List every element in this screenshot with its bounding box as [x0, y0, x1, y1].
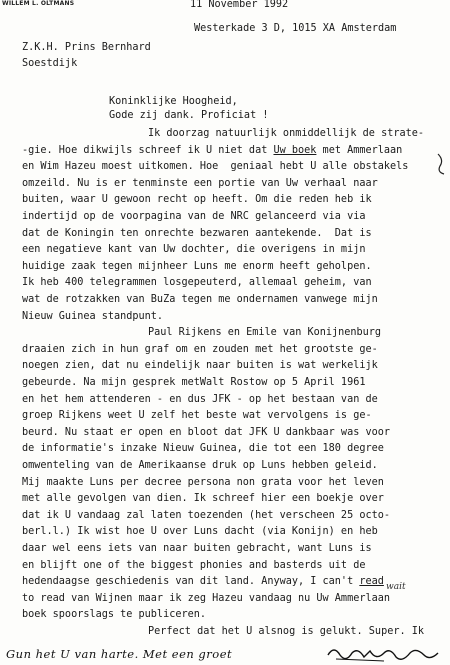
sender-address: Westerkade 3 D, 1015 XA Amsterdam: [194, 23, 397, 34]
body-line: met alle gevolgen van dien. Ik schreef hier een boekje over: [22, 493, 384, 504]
body-line: -gie. Hoe dikwijls schreef ik U niet dat Uw boek met Ammerlaan: [22, 145, 403, 156]
letter-date: 11 November 1992: [190, 0, 289, 10]
body-line: beurd. Nu staat er open en bloot dat JFK U dankbaar was voor: [22, 427, 391, 438]
recipient-place: Soestdijk: [22, 58, 78, 69]
margin-mark: [436, 152, 448, 176]
body-line: de informatie's inzake Nieuw Guinea, die tot een 180 degree: [22, 443, 384, 454]
body-line: dat de Koningin ten onrechte bezwaren aantekende. Dat is: [22, 228, 372, 239]
recipient-name: Z.K.H. Prins Bernhard: [22, 42, 151, 53]
closing-handwriting-text: Gun het U van harte. Met een groet: [6, 647, 233, 661]
body-line: gebeurde. Na mijn gesprek metWalt Rostow op 5 April 1961: [22, 377, 366, 388]
body-line: draaien zich in hun graf om en zouden met het grootste ge-: [22, 344, 378, 355]
body-line: en blijft one of the biggest phonies and basterds uit de: [22, 560, 366, 571]
body-line: daar wel eens iets van naar buiten gebracht, want Luns is: [22, 543, 372, 554]
letterhead: WILLEM L. OLTMANS: [2, 0, 75, 7]
signature-scribble: [324, 645, 450, 665]
body-line: dat ik U vandaag zal laten toezenden (het verscheen 25 octo-: [22, 510, 391, 521]
body-line: wat de rotzakken van BuZa tegen me ondernamen vanwege mijn: [22, 294, 378, 305]
underlined-text: read: [359, 576, 384, 587]
body-line: en Wim Hazeu moest uitkomen. Hoe geniaal hebt U alle obstakels: [22, 161, 409, 172]
body-line: hedendaagse geschiedenis van dit land. Anyway, I can't read: [22, 576, 384, 587]
body-line: Ik heb 400 telegrammen losgepeuterd, allemaal geheim, van: [22, 277, 372, 288]
body-line: noegen zien, dat nu eindelijk naar buiten is wat werkelijk: [22, 360, 378, 371]
body-line: to read van Wijnen maar ik zeg Hazeu vandaag nu Uw Ammerlaan: [22, 593, 391, 604]
body-line: Mij maakte Luns per decree persona non grata voor het leven: [22, 477, 384, 488]
body-line: groep Rijkens weet U zelf het beste wat vervolgens is ge-: [22, 410, 372, 421]
underlined-text: Uw boek: [273, 145, 317, 156]
handwritten-closing: [2, 645, 450, 665]
greeting: Gode zij dank. Proficiat !: [109, 110, 269, 121]
body-line: omwenteling van de Amerikaanse druk op Luns hebben geleid.: [22, 460, 378, 471]
body-line: indertijd op de voorpagina van de NRC gelanceerd via via: [22, 211, 366, 222]
body-line: Nieuw Guinea standpunt.: [22, 311, 164, 322]
body-line: boek spoorslags te publiceren.: [22, 609, 207, 620]
body-line: huidige zaak tegen mijnheer Luns me enorm heeft geholpen.: [22, 261, 372, 272]
body-line: Paul Rijkens en Emile van Konijnenburg: [148, 327, 382, 338]
body-line: en het hem attenderen - en dus JFK - op het bestaan van de: [22, 394, 378, 405]
salutation: Koninklijke Hoogheid,: [109, 96, 238, 107]
body-line: Ik doorzag natuurlijk onmiddellijk de strate-: [148, 128, 425, 139]
body-line: een negatieve kant van Uw dochter, die overigens in mijn: [22, 244, 366, 255]
body-line: buiten, waar U gewoon recht op heeft. Om die reden heb ik: [22, 194, 372, 205]
body-line: Perfect dat het U alsnog is gelukt. Super. Ik: [148, 626, 425, 637]
body-line: berl.l.) Ik wist hoe U over Luns dacht (via Konijn) en heb: [22, 526, 378, 537]
handwritten-insert: wait: [386, 582, 406, 592]
body-line: omzeild. Nu is er tenminste een portie van Uw verhaal naar: [22, 178, 378, 189]
